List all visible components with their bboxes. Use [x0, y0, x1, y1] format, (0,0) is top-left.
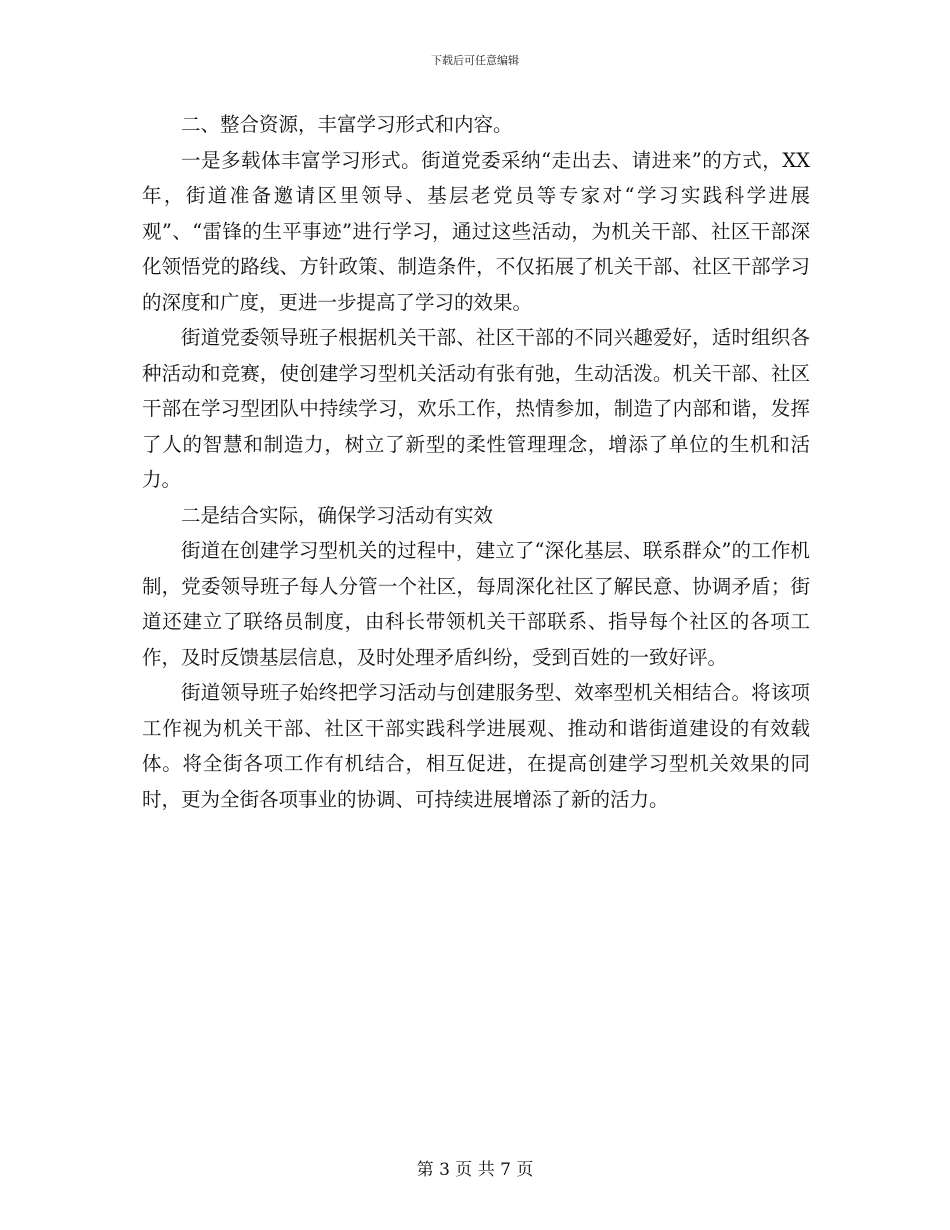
- paragraph: 一是多载体丰富学习形式。街道党委采纳“走出去、请进来”的方式，XX年，街道准备邀请区里领导、基层老党员等专家对“学习实践科学进展观”、“雷锋的生平事迹”进行学习，通过这些活动，为机关干部、社区干部深化领悟党的路线、方针政策、制造条件，不仅拓展了机关干部、社区干部学习的深度和广度，更进一步提高了学习的效果。: [142, 148, 810, 314]
- header-note: 下载后可任意编辑: [431, 54, 519, 67]
- page-number: 第 3 页 共 7 页: [416, 1160, 534, 1180]
- body-text: [142, 107, 810, 817]
- paragraph: 街道领导班子始终把学习活动与创建服务型、效率型机关相结合。将该项工作视为机关干部、社区干部实践科学进展观、推动和谐街道建设的有效载体。将全街各项工作有机结合，相互促进，在提高创建学习型机关效果的同时，更为全街各项事业的协调、可持续进展增添了新的活力。: [142, 681, 810, 811]
- subsection-heading: 二是结合实际，确保学习活动有实效: [181, 503, 494, 527]
- paragraph: 街道在创建学习型机关的过程中，建立了“深化基层、联系群众”的工作机制，党委领导班子每人分管一个社区，每周深化社区了解民意、协调矛盾；街道还建立了联络员制度，由科长带领机关干部联系、指导每个社区的各项工作，及时反馈基层信息，及时处理矛盾纠纷，受到百姓的一致好评。: [142, 539, 810, 669]
- paragraph: 街道党委领导班子根据机关干部、社区干部的不同兴趣爱好，适时组织各种活动和竞赛，使创建学习型机关活动有张有弛，生动活泼。机关干部、社区干部在学习型团队中持续学习，欢乐工作，热情参加，制造了内部和谐，发挥了人的智慧和制造力，树立了新型的柔性管理理念，增添了单位的生机和活力。: [142, 326, 810, 491]
- section-heading: 二、整合资源，丰富学习形式和内容。: [181, 113, 513, 136]
